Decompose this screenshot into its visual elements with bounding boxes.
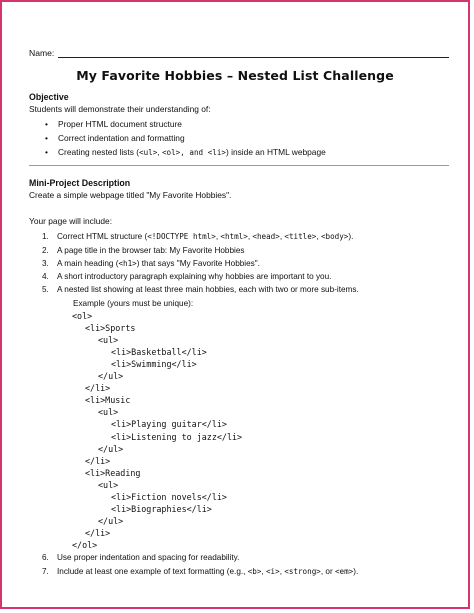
code-line: <li>Music: [85, 395, 131, 406]
name-row: [29, 47, 449, 61]
code-line: <li>Basketball</li>: [111, 347, 207, 358]
code-line: <li>Swimming</li>: [111, 359, 197, 370]
code-line: <li>Fiction novels</li>: [111, 491, 227, 502]
section-divider: [29, 165, 449, 166]
code-line: <ol>: [72, 311, 93, 321]
objective-intro: Students will demonstrate their understanding of:: [29, 104, 211, 114]
code-line: <ul>: [98, 407, 119, 418]
code-line: </ul>: [98, 515, 124, 526]
page-title: My Favorite Hobbies – Nested List Challenge: [76, 68, 394, 83]
objective-heading: Objective: [29, 92, 69, 102]
bullet-icon: •: [45, 147, 48, 157]
bullet-icon: •: [45, 119, 48, 129]
code-line: <li>Biographies</li>: [111, 503, 212, 514]
code-line: <ul>: [98, 335, 119, 346]
code-line: </li>: [85, 527, 111, 538]
name-blank-line[interactable]: [58, 57, 449, 58]
mini-project-heading: Mini-Project Description: [29, 178, 131, 188]
code-line: </li>: [85, 455, 111, 466]
code-line: </ol>: [72, 539, 98, 550]
code-line: </ul>: [98, 371, 124, 382]
code-line: </ul>: [98, 443, 124, 454]
will-include-label: Your page will include:: [29, 216, 113, 226]
mini-project-intro: Create a simple webpage titled "My Favorite Hobbies".: [29, 190, 232, 200]
code-line: <li>Listening to jazz</li>: [111, 431, 243, 442]
code-line: <li>Playing guitar</li>: [111, 419, 227, 430]
name-label: Name:: [29, 48, 55, 58]
code-line: <ul>: [98, 479, 119, 490]
code-line: <li>Sports: [85, 323, 136, 334]
worksheet-page: Name: My Favorite Hobbies – Nested List Challenge Objective Students will demonstrate their understanding of: • Proper HTML document structure • Correct indentation and formatting • Creating nested lists (<ul>, <ol>, and <li>) inside an HTML webpage Mini-Project Description Create a simple webpage titled "My Favorite Hobbies". Your page will include: 1. Correct HTML structure (<!DOCTYPE html>, <html>, <head>, <title>, <body>). 2. A page title in the browser tab: My Favorite Hobbies 3. A main heading (<h1>) that says "My Favorite Hobbies". 4. A short introductory paragraph explaining why hobbies are important to you. 5. A nested list showing at least three main hobbies, each with two or more sub-items. Example (yours must be unique): <ol> <li>Sports <ul> <li>Basketball</li> <li>Swimming</li> </ul> </li> <li>Music <ul> <li>Playing guitar</li> <li>Listening to jazz</li> </ul> </li> <li>Reading <ul> <li>Fiction novels</li> <li>Biographies</li> </ul> </li> </ol> 6. Use proper indentation and spacing for readability. 7. Include at least one example of text formatting (e.g., <b>, <i>, <strong>, or <em>).: [0, 0, 470, 609]
bullet-icon: •: [45, 133, 48, 143]
code-line: </li>: [85, 383, 111, 394]
code-line: <li>Reading: [85, 467, 141, 478]
example-label: Example (yours must be unique):: [73, 299, 194, 308]
